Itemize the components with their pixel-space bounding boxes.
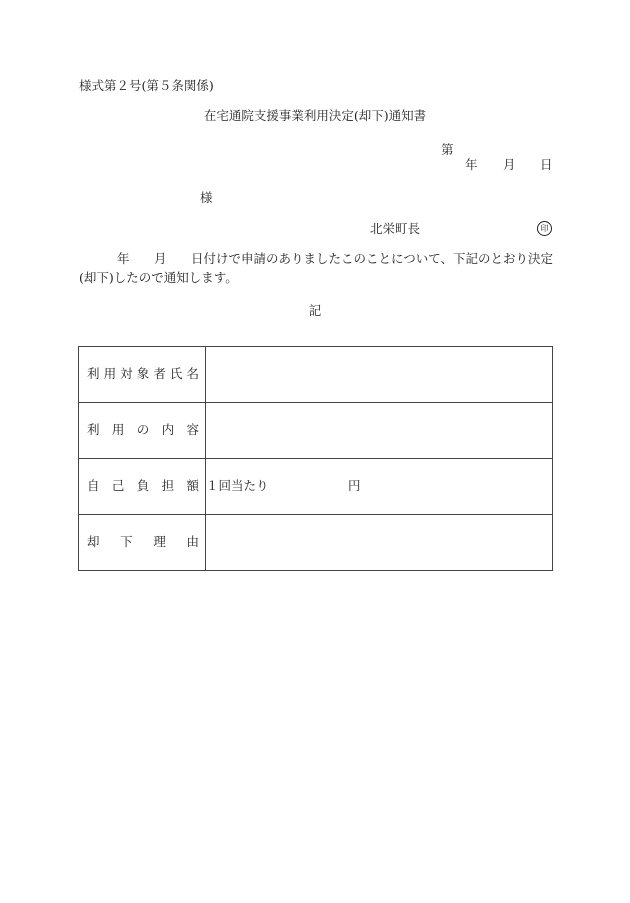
label-char: 象: [136, 366, 150, 382]
label-char: 対: [120, 366, 133, 382]
self-burden-field[interactable]: [206, 459, 553, 515]
document-title: 在宅通院支援事業利用決定(却下)通知書: [203, 108, 427, 123]
label-char: 却: [87, 534, 100, 550]
label-char: 下: [120, 534, 133, 550]
label-char: 者: [153, 366, 166, 382]
label-char: 利: [87, 366, 100, 382]
label-char: 由: [186, 534, 199, 550]
body-year-label: 年: [117, 251, 130, 266]
label-char: 自: [87, 478, 100, 494]
table-row: [79, 515, 553, 571]
usage-content-field[interactable]: [206, 403, 553, 459]
table-row: [79, 459, 553, 515]
label-char: 名: [186, 366, 199, 382]
user-name-field[interactable]: [206, 347, 553, 403]
body-text-line2: (却下)したので通知します。: [79, 270, 238, 285]
table-row: [79, 347, 553, 403]
per-visit-label: １回当たり: [206, 478, 269, 494]
label-char: 理: [153, 534, 166, 550]
row-label: [79, 459, 206, 515]
label-char: 己: [111, 478, 125, 494]
ki-heading: 記: [308, 303, 322, 318]
body-month-label: 月: [154, 251, 167, 266]
label-char: 内: [161, 422, 175, 438]
label-char: 負: [136, 478, 150, 494]
recipient-suffix: 様: [200, 190, 213, 205]
row-label: [79, 515, 206, 571]
row-label: [79, 403, 206, 459]
label-char: 容: [186, 422, 199, 438]
date-year-label: 年: [465, 157, 478, 172]
sender-title: 北栄町長: [370, 221, 421, 236]
label-char: 用: [111, 422, 125, 438]
label-char: 利: [87, 422, 100, 438]
date-month-label: 月: [503, 157, 516, 172]
label-char: 担: [161, 478, 175, 494]
body-text-line1: 日付けで申請のありましたこのことについて、下記のとおり決定: [191, 251, 554, 266]
details-table: [78, 346, 553, 571]
rejection-reason-field[interactable]: [206, 515, 553, 571]
seal-mark-icon: 印: [537, 221, 552, 236]
label-char: 用: [103, 366, 117, 382]
form-number: 様式第２号(第５条関係): [79, 78, 214, 93]
row-label: [79, 347, 206, 403]
yen-label: 円: [348, 478, 361, 494]
label-char: 氏: [169, 366, 183, 382]
date-day-label: 日: [540, 157, 553, 172]
table-row: [79, 403, 553, 459]
label-char: 額: [186, 478, 199, 494]
reference-number-prefix: 第: [441, 142, 454, 157]
label-char: の: [136, 422, 150, 438]
